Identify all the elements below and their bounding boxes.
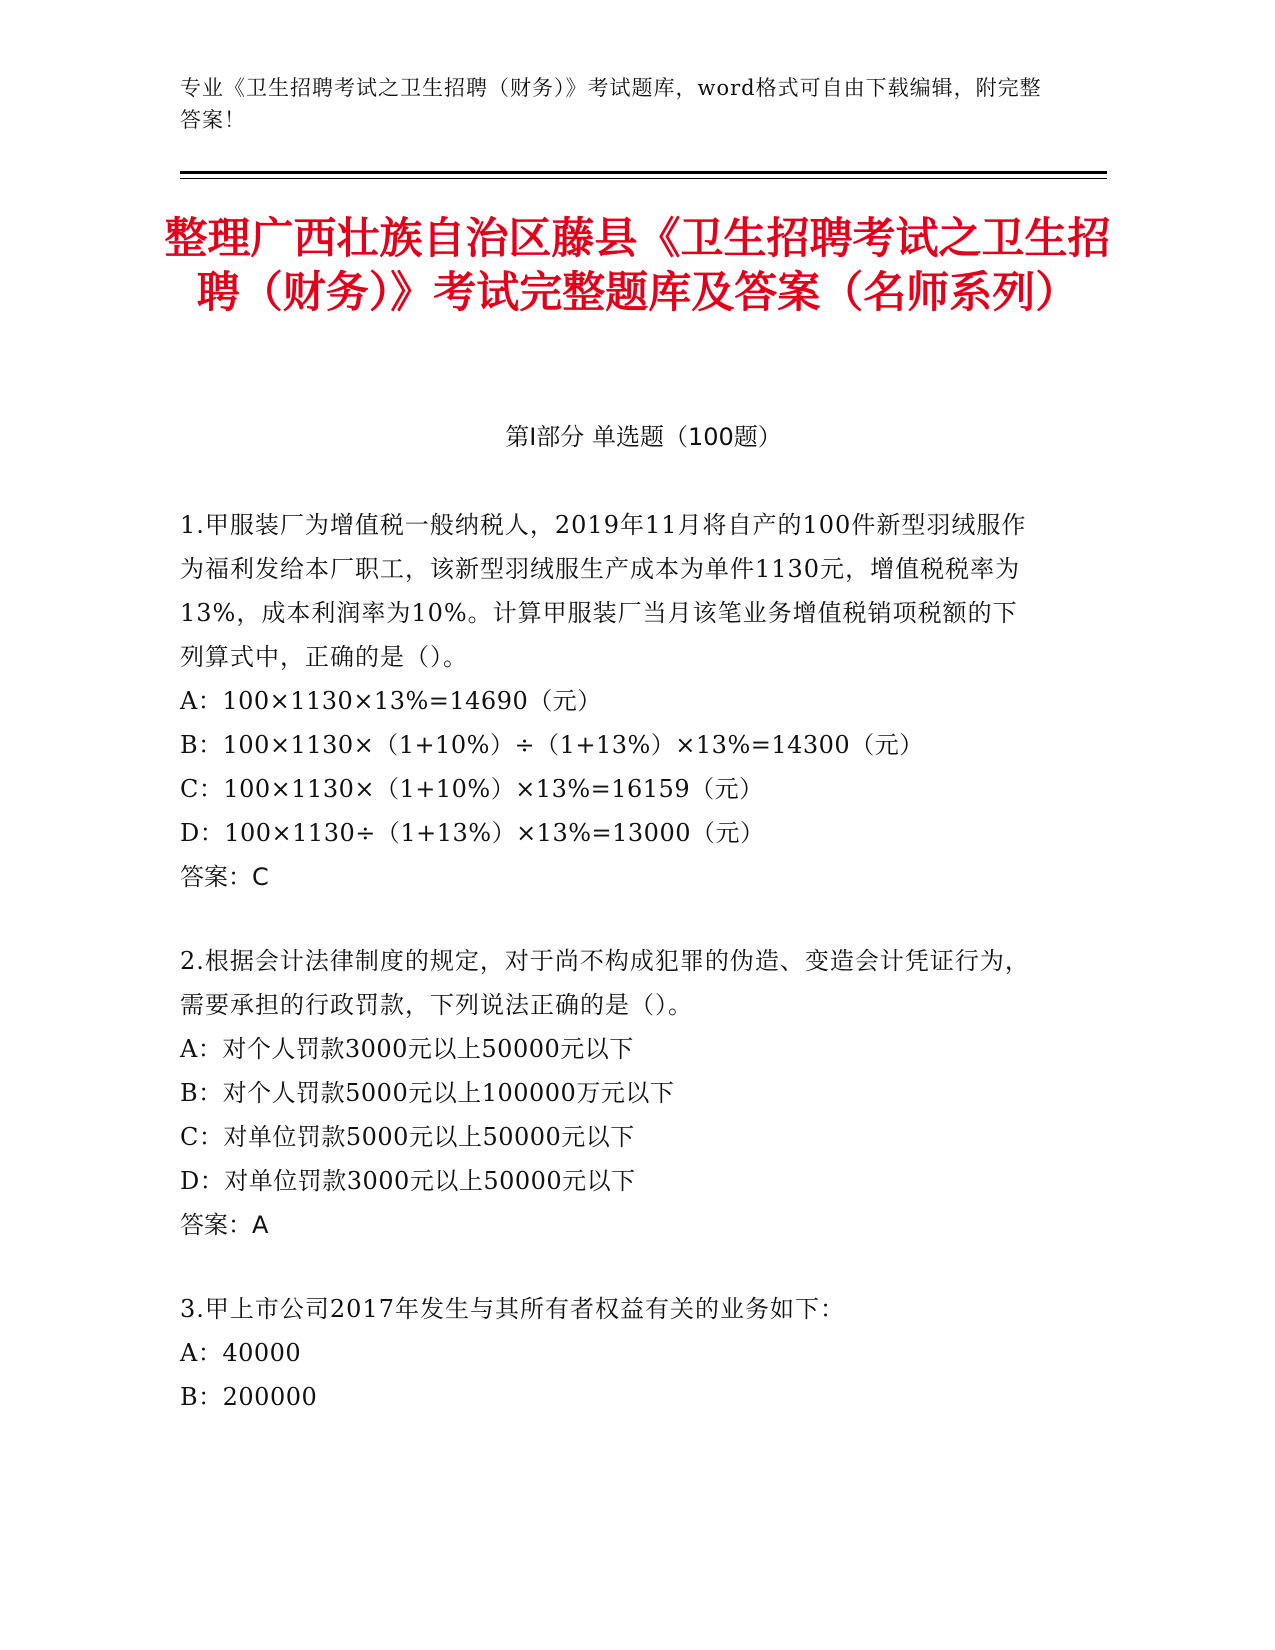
header-note: 专业《卫生招聘考试之卫生招聘（财务）》考试题库，word格式可自由下载编辑，附完整答案！ [180, 76, 1042, 132]
question-text: 3.甲上市公司2017年发生与其所有者权益有关的业务如下： [180, 1295, 845, 1323]
section-title: 第Ⅰ部分 单选题（100题） [505, 423, 782, 451]
option-c: C：100×1130×（1+10%）×13%=16159（元） [180, 775, 764, 803]
answer-line: 答案：C [180, 863, 269, 891]
question-3 [180, 1287, 1040, 1419]
option-a: A：100×1130×13%=14690（元） [180, 687, 602, 715]
option-d: D：100×1130÷（1+13%）×13%=13000（元） [180, 819, 765, 847]
option-c: C：对单位罚款5000元以上50000元以下 [180, 1123, 635, 1151]
answer-line: 答案：A [180, 1211, 269, 1239]
option-b: B：200000 [180, 1383, 318, 1411]
question-text: 1.甲服装厂为增值税一般纳税人，2019年11月将自产的100件新型羽绒服作为福利发给本厂职工，该新型羽绒服生产成本为单件1130元，增值税税率为13%，成本利润率为10%。计算甲服装厂当月该笔业务增值税销项税额的下列算式中，正确的是（）。 [180, 511, 1027, 671]
option-b: B：对个人罚款5000元以上100000万元以下 [180, 1079, 675, 1107]
header-rule-thick [180, 171, 1107, 174]
option-b: B：100×1130×（1+10%）÷（1+13%）×13%=14300（元） [180, 731, 924, 759]
question-1 [180, 503, 1040, 899]
option-d: D：对单位罚款3000元以上50000元以下 [180, 1167, 636, 1195]
question-text: 2.根据会计法律制度的规定，对于尚不构成犯罪的伪造、变造会计凭证行为，需要承担的行政罚款，下列说法正确的是（）。 [180, 947, 1030, 1019]
option-a: A：对个人罚款3000元以上50000元以下 [180, 1035, 634, 1063]
question-2 [180, 939, 1040, 1247]
header-rule-thin [180, 178, 1107, 179]
option-a: A：40000 [180, 1339, 302, 1367]
question-list [180, 503, 1040, 1459]
document-title: 整理广西壮族自治区藤县《卫生招聘考试之卫生招聘（财务）》考试完整题库及答案（名师系列） [164, 214, 1111, 318]
